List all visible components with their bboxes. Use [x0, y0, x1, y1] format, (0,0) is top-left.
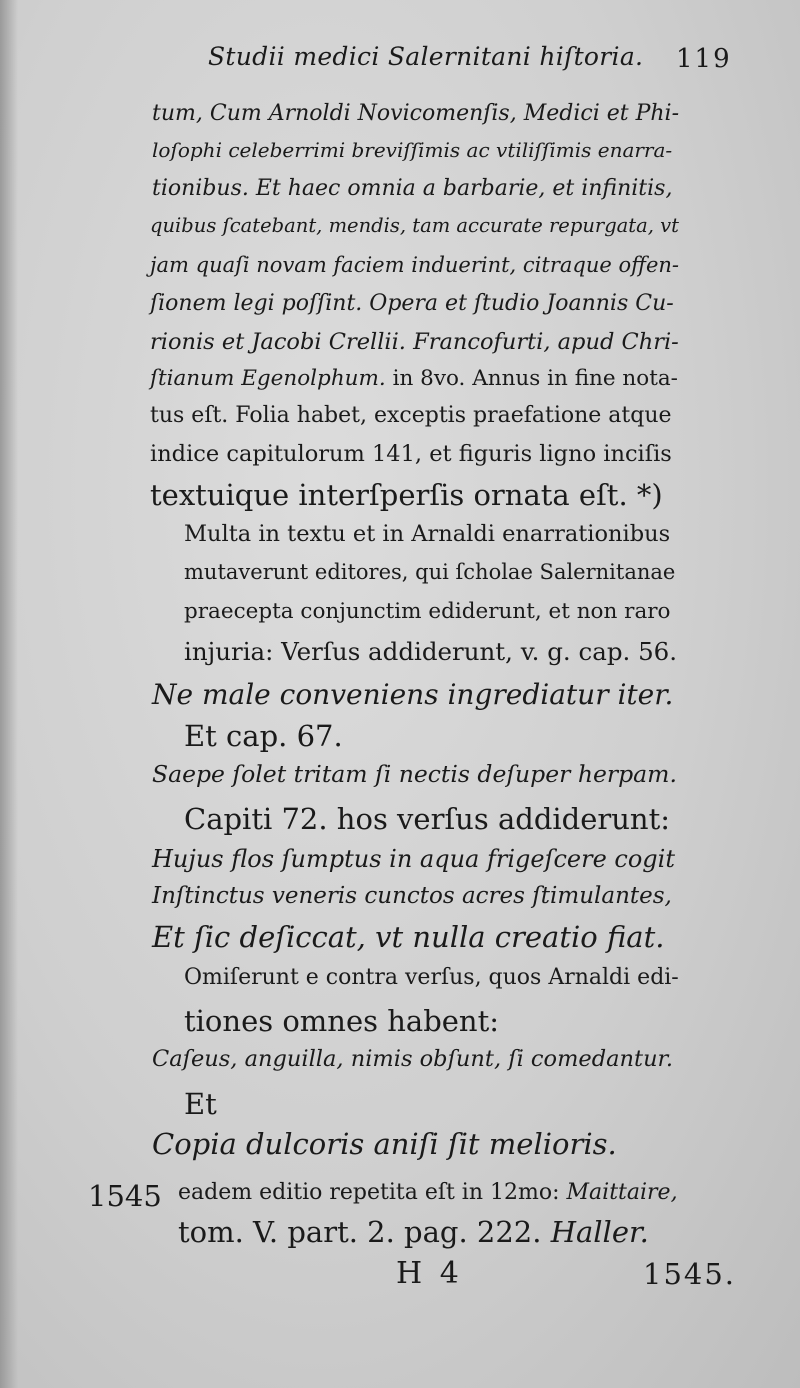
text-line-12: Multa in textu et in Arnaldi enarrationibus	[184, 521, 671, 547]
text-line-2: loſophi celeberrimi breviſſimis ac vtiliſſimis enarra-	[152, 138, 673, 162]
verse-line-6: Caſeus, anguilla, nimis obſunt, ſi comedantur.	[152, 1046, 673, 1072]
text-line-6: ſionem legi poſſint. Opera et ſtudio Joannis Cu-	[150, 291, 674, 316]
text-line-21	[178, 1182, 678, 1204]
text-line-17: Capiti 72. hos verſus addiderunt:	[184, 802, 671, 836]
text-line-11: textuique interſperſis ornata eſt. *)	[150, 478, 663, 512]
signature-mark: H 4	[396, 1256, 463, 1291]
text-line-10: indice capitulorum 141, et figuris ligno inciſis	[150, 441, 672, 467]
text-line-22	[178, 1215, 649, 1249]
text-line-14: praecepta conjunctim ediderunt, et non raro	[184, 599, 671, 624]
source-maittaire: Maittaire,	[566, 1180, 678, 1205]
text-line-19: tiones omnes habent:	[184, 1004, 500, 1038]
text-line-5: jam quaſi novam faciem induerint, citraque offen-	[150, 253, 680, 277]
page-number: 119	[676, 44, 732, 74]
edition-note: eadem editio repetita eſt in 12mo:	[178, 1180, 560, 1205]
volume-reference: tom. V. part. 2. pag. 222.	[178, 1215, 542, 1249]
verse-line-1: Ne male conveniens ingrediatur iter.	[152, 678, 674, 711]
text-line-8	[150, 366, 678, 391]
verse-line-5: Et ſic deſiccat, vt nulla creatio fiat.	[152, 920, 665, 954]
verse-line-7: Copia dulcoris aniſi ſit melioris.	[152, 1127, 617, 1161]
text-line-7: rionis et Jacobi Crellii. Francofurti, apud Chri-	[150, 329, 679, 355]
verse-line-4: Inſtinctus veneris cunctos acres ſtimulantes,	[152, 883, 672, 909]
text-line-20: Et	[184, 1087, 217, 1121]
year-marker: 1545	[88, 1179, 162, 1213]
source-haller: Haller.	[550, 1215, 649, 1249]
publisher-name: ſtianum Egenolphum.	[150, 366, 386, 391]
running-title: Studii medici Salernitani hiſtoria.	[208, 42, 644, 71]
text-line-18: Omiſerunt e contra verſus, quos Arnaldi edi-	[184, 965, 679, 990]
format-note: in 8vo. Annus in fine nota-	[392, 366, 678, 391]
catchword: 1545.	[643, 1257, 737, 1291]
text-line-1: tum, Cum Arnoldi Novicomenſis, Medici et Phi-	[152, 101, 680, 126]
verse-line-2: Saepe ſolet tritam ſi nectis deſuper herpam.	[152, 760, 677, 788]
text-line-9: tus eſt. Folia habet, exceptis praefatione atque	[150, 403, 672, 428]
text-line-16: Et cap. 67.	[184, 719, 343, 753]
text-line-4: quibus ſcatebant, mendis, tam accurate repurgata, vt	[150, 214, 680, 237]
text-line-13: mutaverunt editores, qui ſcholae Salernitanae	[184, 560, 676, 584]
text-line-3: tionibus. Et haec omnia a barbarie, et infinitis,	[152, 176, 673, 201]
verse-line-3: Hujus flos ſumptus in aqua frigeſcere cogit	[152, 845, 675, 873]
text-line-15: injuria: Verſus addiderunt, v. g. cap. 56.	[184, 637, 678, 666]
